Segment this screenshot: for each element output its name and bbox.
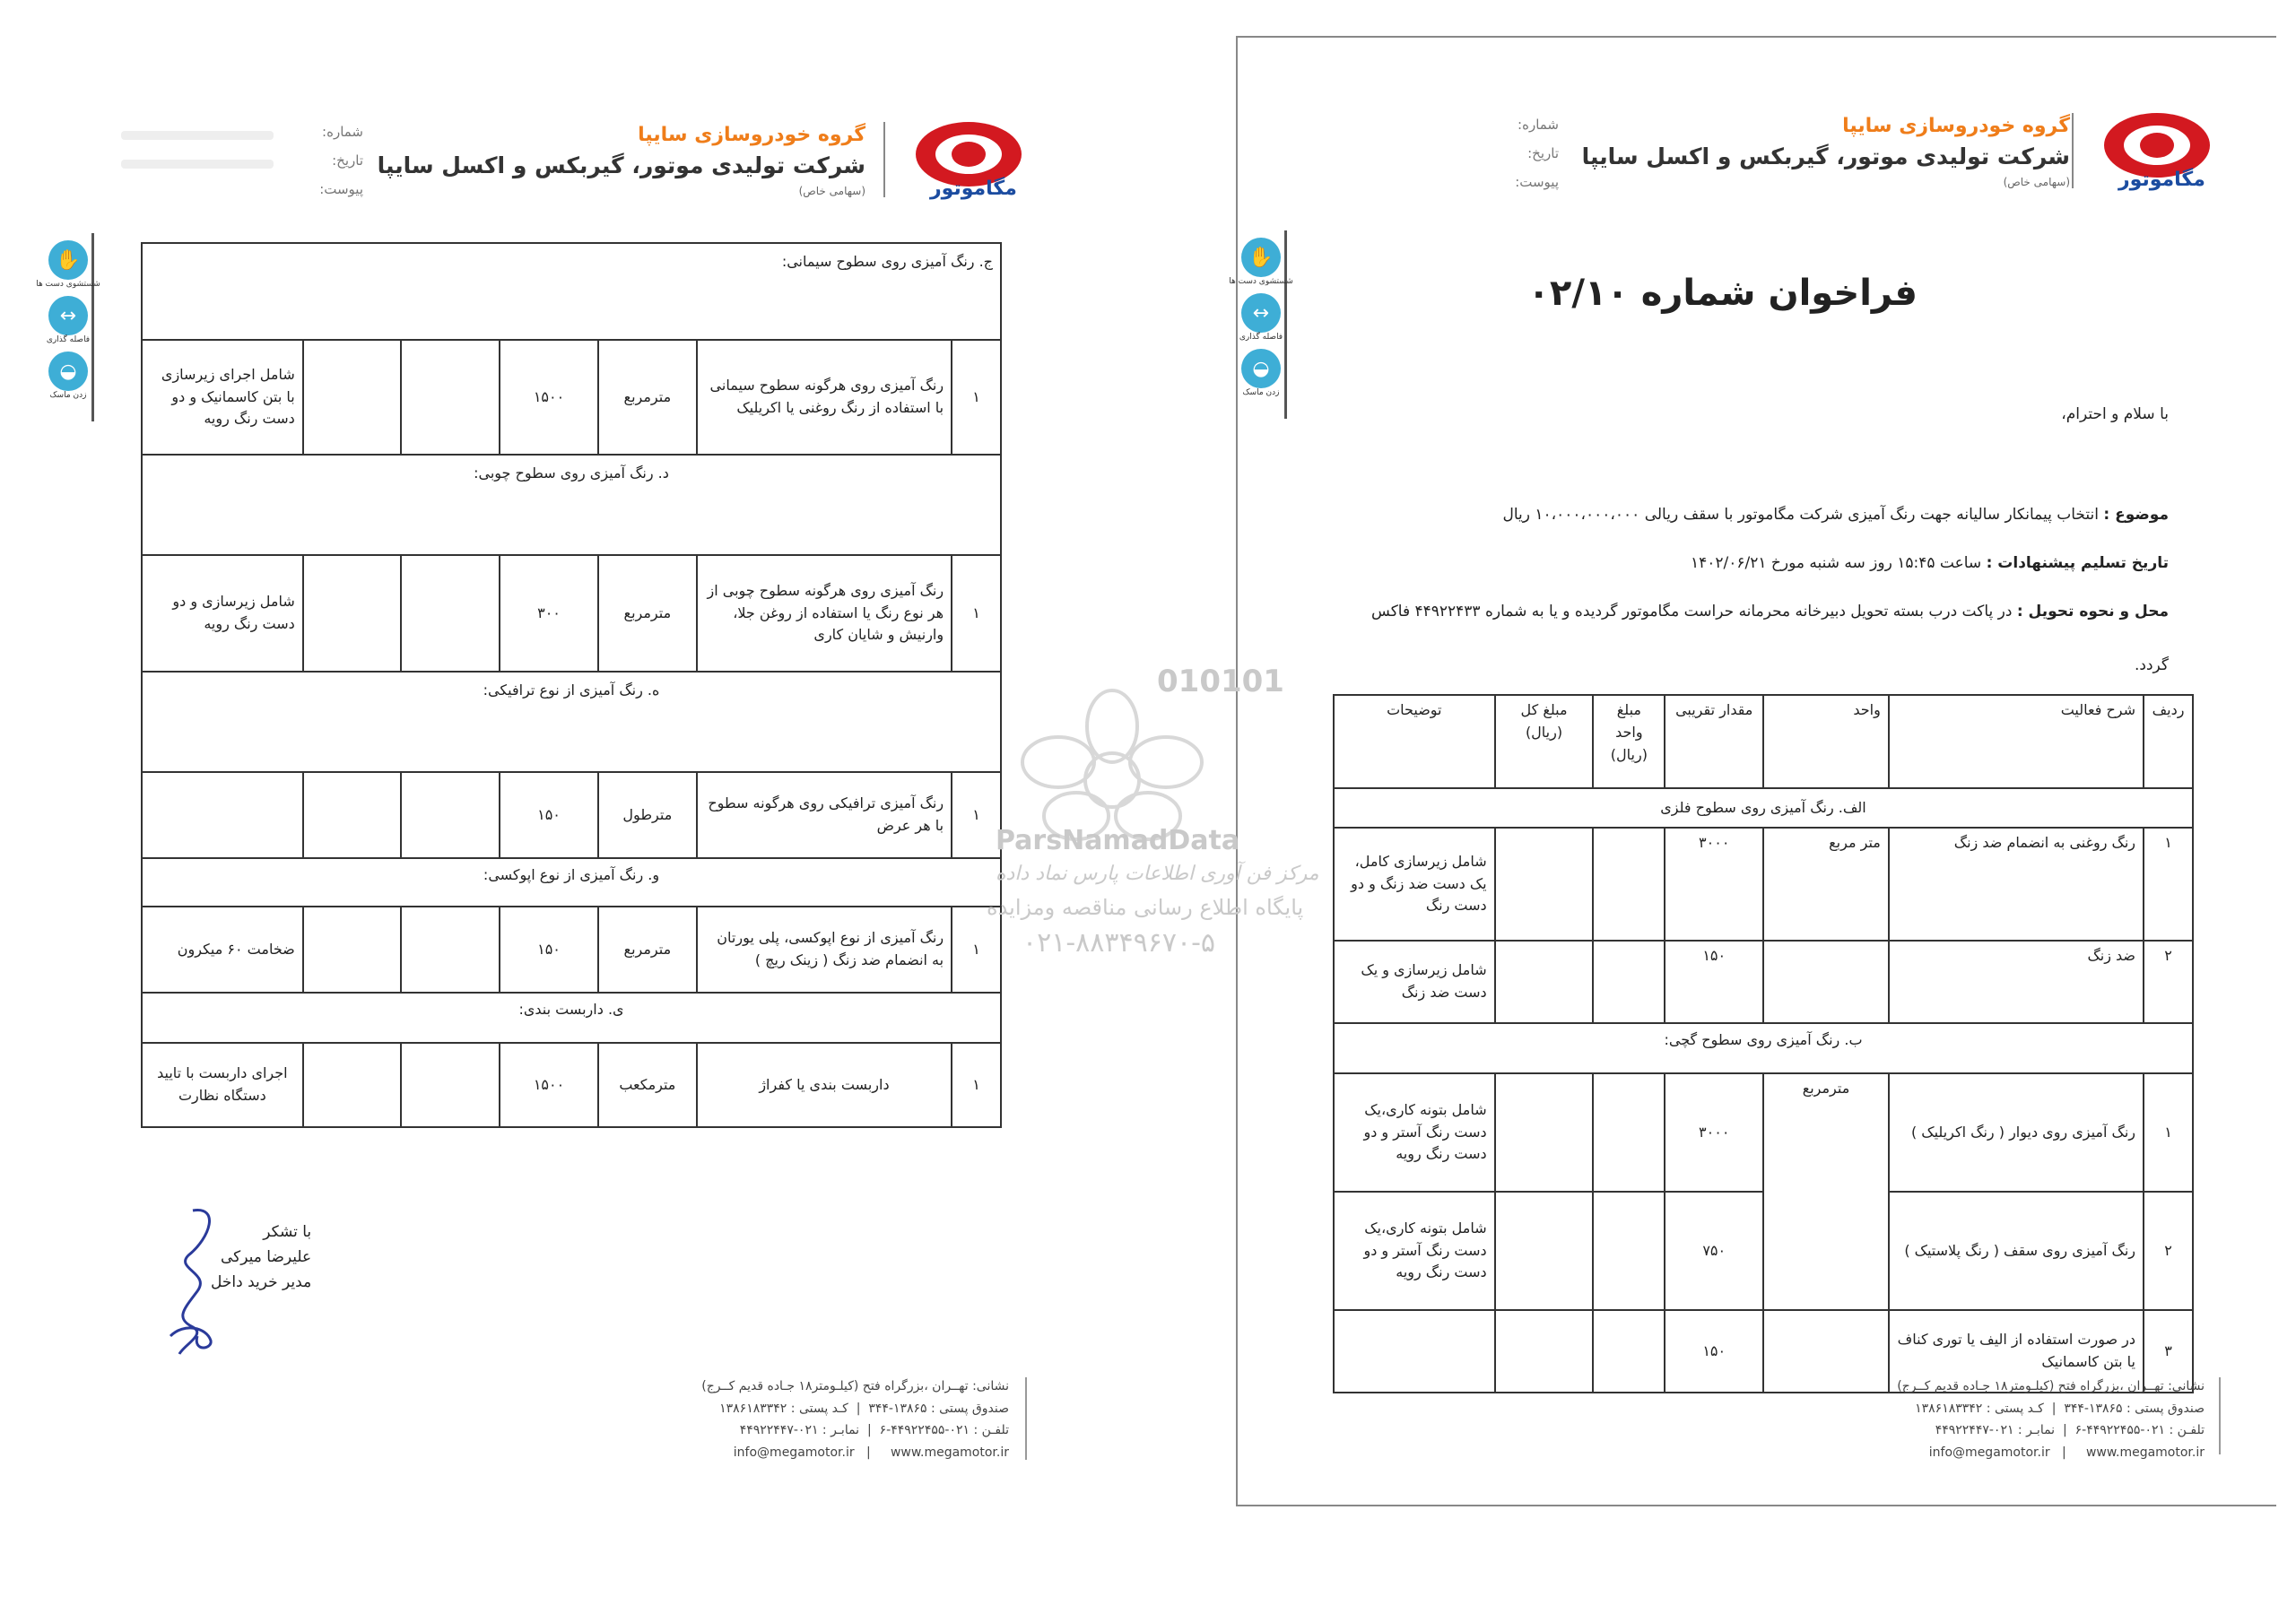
right-page	[1229, 36, 2276, 1506]
greeting: با سلام و احترام،	[2061, 405, 2169, 423]
footer	[1897, 1376, 2205, 1463]
footer-postal: کـد پستی : ۱۳۸۶۱۸۳۳۴۲	[1915, 1401, 2044, 1416]
row-number: ۳	[2144, 1310, 2193, 1393]
footer-website[interactable]: www.megamotor.ir	[890, 1445, 1009, 1460]
header-notes: توضیحات	[1334, 695, 1495, 788]
handwritten-signature	[157, 1202, 238, 1363]
footer-address: نشانی: تهــران ،بزرگراه فتح (کیلـومتر۱۸ جـاده قدیم کــرج)	[701, 1379, 1009, 1393]
footer-postal: کـد پستی : ۱۳۸۶۱۸۳۳۴۲	[719, 1401, 848, 1416]
footer-divider	[2219, 1377, 2221, 1454]
footer-phone: تلفـن : ۰۲۱-۴۴۹۲۲۴۵۵-۶	[879, 1423, 1009, 1437]
row-quantity: ۱۵۰	[500, 907, 598, 993]
sign-name: علیرضا میرکی	[220, 1248, 312, 1267]
meta-blur	[121, 160, 274, 169]
watermark-binary: 010101	[1157, 664, 1284, 699]
row-description: ضد زنگ	[1889, 941, 2144, 1023]
company-subtitle: (سهامی خاص)	[2003, 176, 2070, 188]
left-page	[36, 90, 1045, 1524]
row-total-price	[1495, 1073, 1594, 1192]
row-description: رنگ آمیزی ترافیکی روی هرگونه سطوح با هر عرض	[697, 772, 952, 858]
row-number: ۱	[2144, 1073, 2193, 1192]
section-epoxy: و. رنگ آمیزی از نوع اپوکسی:	[142, 858, 1001, 907]
place-text: در پاکت درب بسته تحویل دبیرخانه محرمانه حراست مگاموتور گردیده و یا به شماره ۴۴۹۲۲۴۳۳ فاکس	[1371, 603, 2017, 621]
footer-address: نشانی: تهــران ،بزرگراه فتح (کیلـومتر۱۸ جـاده قدیم کــرج)	[1897, 1379, 2205, 1393]
side-label: شستشوی دست ها	[1229, 277, 1293, 286]
row-description: رنگ آمیزی روی دیوار ( رنگ اکریلیک )	[1889, 1073, 2144, 1192]
place-label: محل و نحوه تحویل :	[2016, 603, 2169, 621]
section-metal: الف. رنگ آمیزی روی سطوح فلزی	[1334, 788, 2193, 828]
row-quantity: ۱۵۰	[500, 772, 598, 858]
row-notes: شامل اجرای زیرسازی با بتن کاسمانیک و دو دست رنگ رویه	[142, 340, 303, 455]
row-description: رنگ آمیزی روی سقف ( رنگ پلاستیک )	[1889, 1192, 2144, 1310]
header-unit-price: مبلغ واحد (ریال)	[1593, 695, 1665, 788]
row-unit-price	[1593, 941, 1665, 1023]
row-quantity: ۱۵۰۰	[500, 1043, 598, 1127]
side-label: زدن ماسک	[1242, 388, 1280, 397]
row-notes	[1334, 1310, 1495, 1393]
deadline-line	[1691, 554, 2169, 572]
footer-pobox: صندوق پستی : ۱۳۸۶۵-۳۴۴	[868, 1401, 1009, 1416]
row-description: رنگ آمیزی از نوع اپوکسی، پلی یورتان به انضمام ضد زنگ ( زینک ریچ )	[697, 907, 952, 993]
row-total-price	[303, 1043, 402, 1127]
company-logo	[2100, 113, 2217, 203]
hand-wash-icon: ✋	[48, 240, 88, 280]
row-total-price	[1495, 1192, 1594, 1310]
footer-web-line: info@megamotor.ir | www.megamotor.ir	[733, 1445, 1009, 1460]
row-number: ۲	[2144, 1192, 2193, 1310]
watermark-line2: پایگاه اطلاع رسانی مناقصه ومزایده	[987, 895, 1304, 920]
subject-label: موضوع :	[2103, 506, 2169, 524]
subject-line	[1503, 506, 2170, 524]
row-total-price	[1495, 941, 1594, 1023]
row-quantity: ۱۵۰	[1665, 1310, 1763, 1393]
side-label: زدن ماسک	[49, 391, 87, 400]
row-quantity: ۱۵۰۰	[500, 340, 598, 455]
row-number: ۱	[952, 1043, 1001, 1127]
row-description: رنگ روغنی به انضمام ضد زنگ	[1889, 828, 2144, 941]
section-plaster: ب. رنگ آمیزی روی سطوح گچی:	[1334, 1023, 2193, 1073]
logo-name: مگاموتور	[930, 178, 1017, 200]
watermark-brand: ParsNamadData	[996, 825, 1240, 856]
row-unit-price	[401, 1043, 500, 1127]
row-unit: مترمربع	[598, 907, 697, 993]
footer-pobox: صندوق پستی : ۱۳۸۶۵-۳۴۴	[2064, 1401, 2205, 1416]
row-quantity: ۳۰۰	[500, 555, 598, 672]
meta-blur	[121, 131, 274, 140]
sign-thanks: با تشکر	[263, 1223, 312, 1241]
activity-table	[1333, 694, 2194, 1393]
meta-number: شماره:	[1518, 117, 1559, 133]
row-unit-price	[401, 907, 500, 993]
row-notes: شامل زیرسازی و دو دست رنگ رویه	[142, 555, 303, 672]
health-icons-strip	[36, 233, 100, 421]
section-cement: ج. رنگ آمیزی روی سطوح سیمانی:	[142, 243, 1001, 340]
row-total-price	[303, 340, 402, 455]
footer-fax: نمابـر : ۰۲۱-۴۴۹۲۲۴۴۷	[1935, 1423, 2056, 1437]
side-label: فاصله گذاری	[1239, 333, 1283, 342]
row-unit-price	[1593, 1310, 1665, 1393]
deadline-text: ساعت ۱۵:۴۵ روز سه شنبه مورخ ۱۴۰۲/۰۶/۲۱	[1691, 554, 1987, 572]
company-subtitle: (سهامی خاص)	[798, 185, 865, 197]
row-description: داربست بندی یا کفراژ	[697, 1043, 952, 1127]
company-title: شرکت تولیدی موتور، گیربکس و اکسل سایپا	[1581, 143, 2070, 169]
distance-icon: ↔	[1241, 293, 1281, 333]
row-unit-price	[1593, 1192, 1665, 1310]
row-unit: مترطول	[598, 772, 697, 858]
meta-attachment: پیوست:	[319, 181, 363, 197]
row-unit	[1763, 941, 1889, 1023]
meta-date: تاریخ:	[1527, 145, 1559, 161]
row-number: ۱	[952, 907, 1001, 993]
row-unit: مترمربع	[598, 340, 697, 455]
place-line-2: گردد.	[2134, 656, 2169, 674]
row-notes: شامل زیرسازی کامل، یک دست ضد زنگ و دو دست رنگ	[1334, 828, 1495, 941]
footer-phone-line: تلفـن : ۰۲۱-۴۴۹۲۲۴۵۵-۶ | نمابـر : ۰۲۱-۴۴۹۲۲۴۴۷	[739, 1423, 1009, 1437]
row-quantity: ۱۵۰	[1665, 941, 1763, 1023]
side-label: فاصله گذاری	[46, 335, 91, 344]
header-total-price: مبلغ کل (ریال)	[1495, 695, 1594, 788]
row-total-price	[303, 907, 402, 993]
row-quantity: ۳۰۰۰	[1665, 1073, 1763, 1192]
row-unit-price	[1593, 1073, 1665, 1192]
footer-phone: تلفـن : ۰۲۱-۴۴۹۲۲۴۵۵-۶	[2074, 1423, 2205, 1437]
row-description: رنگ آمیزی روی هرگونه سطوح چوبی از هر نوع رنگ یا استفاده از روغن جلا، وارنیش و شایان کاری	[697, 555, 952, 672]
footer-postal-line: صندوق پستی : ۱۳۸۶۵-۳۴۴ | کـد پستی : ۱۳۸۶۱۸۳۳۴۲	[719, 1401, 1009, 1416]
row-unit	[1763, 1310, 1889, 1393]
watermark-phone: ۰۲۱-۸۸۳۴۹۶۷۰-۵	[1022, 927, 1216, 959]
row-total-price	[1495, 1310, 1594, 1393]
header-divider	[883, 122, 885, 197]
footer-website[interactable]: www.megamotor.ir	[2085, 1445, 2205, 1460]
row-unit: مترمربع	[598, 555, 697, 672]
footer-web-line: info@megamotor.ir | www.megamotor.ir	[1928, 1445, 2205, 1460]
row-total-price	[1495, 828, 1594, 941]
row-unit-price	[401, 555, 500, 672]
footer-phone-line: تلفـن : ۰۲۱-۴۴۹۲۲۴۵۵-۶ | نمابـر : ۰۲۱-۴۴۹۲۲۴۴۷	[1935, 1423, 2205, 1437]
row-notes: شامل بتونه کاری،یک دست رنگ آستر و دو دست رنگ رویه	[1334, 1192, 1495, 1310]
row-unit-price	[401, 772, 500, 858]
footer-fax: نمابـر : ۰۲۱-۴۴۹۲۲۴۴۷	[739, 1423, 860, 1437]
row-total-price	[303, 555, 402, 672]
header-divider	[2072, 113, 2074, 188]
row-unit-price	[401, 340, 500, 455]
meta-number: شماره:	[322, 124, 363, 140]
meta-attachment: پیوست:	[1515, 174, 1559, 190]
subject-text: انتخاب پیمانکار سالیانه جهت رنگ آمیزی شرکت مگاموتور با سقف ریالی ۱۰،۰۰۰،۰۰۰،۰۰۰ ریال	[1502, 506, 2104, 524]
row-notes	[142, 772, 303, 858]
activity-table-continued	[141, 242, 1002, 1128]
row-quantity: ۷۵۰	[1665, 1192, 1763, 1310]
footer-postal-line: صندوق پستی : ۱۳۸۶۵-۳۴۴ | کـد پستی : ۱۳۸۶۱۸۳۳۴۲	[1915, 1401, 2205, 1416]
row-number: ۱	[952, 772, 1001, 858]
row-number: ۲	[2144, 941, 2193, 1023]
side-label: شستشوی دست ها	[36, 280, 100, 289]
row-unit: متر مربع	[1763, 828, 1889, 941]
sign-role: مدیر خرید داخل	[211, 1273, 312, 1292]
row-quantity: ۳۰۰۰	[1665, 828, 1763, 941]
row-total-price	[303, 772, 402, 858]
group-title: گروه خودروسازی سایپا	[1842, 115, 2070, 137]
meta-date: تاریخ:	[332, 152, 363, 169]
distance-icon: ↔	[48, 296, 88, 335]
mask-icon: ◒	[48, 352, 88, 391]
section-scaffolding: ی. داربست بندی:	[142, 993, 1001, 1043]
footer-divider	[1025, 1377, 1027, 1460]
header-row-number: ردیف	[2144, 695, 2193, 788]
footer-email: info@megamotor.ir	[1928, 1445, 2050, 1460]
row-description: در صورت استفاده از الیف یا توری کناف یا بتن کاسمانیک	[1889, 1310, 2144, 1393]
company-logo	[912, 122, 1029, 212]
footer-email: info@megamotor.ir	[733, 1445, 855, 1460]
group-title: گروه خودروسازی سایپا	[638, 124, 865, 146]
place-line	[1371, 603, 2169, 621]
logo-name: مگاموتور	[2118, 169, 2205, 191]
deadline-label: تاریخ تسلیم پیشنهادات :	[1986, 554, 2169, 572]
row-notes: شامل بتونه کاری،یک دست رنگ آستر و دو دست رنگ رویه	[1334, 1073, 1495, 1192]
hand-wash-icon: ✋	[1241, 238, 1281, 277]
row-unit: مترمربع	[1763, 1073, 1889, 1310]
header-description: شرح فعالیت	[1889, 695, 2144, 788]
company-title: شرکت تولیدی موتور، گیربکس و اکسل سایپا	[377, 152, 865, 178]
row-number: ۱	[952, 555, 1001, 672]
mask-icon: ◒	[1241, 349, 1281, 388]
row-description: رنگ آمیزی روی هرگونه سطوح سیمانی با استفاده از رنگ روغنی یا اکریلیک	[697, 340, 952, 455]
header-quantity: مقدار تقریبی	[1665, 695, 1763, 788]
section-wood: د. رنگ آمیزی روی سطوح چوبی:	[142, 455, 1001, 555]
page-title: فراخوان شماره ۰۲/۱۰	[1527, 273, 1918, 314]
health-icons-strip	[1229, 230, 1293, 419]
row-number: ۱	[952, 340, 1001, 455]
row-notes: ضخامت ۶۰ میکرون	[142, 907, 303, 993]
row-notes: شامل زیرسازی و یک دست ضد زنگ	[1334, 941, 1495, 1023]
section-traffic: ه. رنگ آمیزی از نوع ترافیکی:	[142, 672, 1001, 772]
watermark-line1: مرکز فن آوری اطلاعات پارس نماد داده	[996, 863, 1319, 885]
row-unit-price	[1593, 828, 1665, 941]
row-number: ۱	[2144, 828, 2193, 941]
row-notes: اجرای داربست با تایید دستگاه نظارت	[142, 1043, 303, 1127]
row-unit: مترمکعب	[598, 1043, 697, 1127]
footer	[701, 1376, 1009, 1463]
header-unit: واحد	[1763, 695, 1889, 788]
